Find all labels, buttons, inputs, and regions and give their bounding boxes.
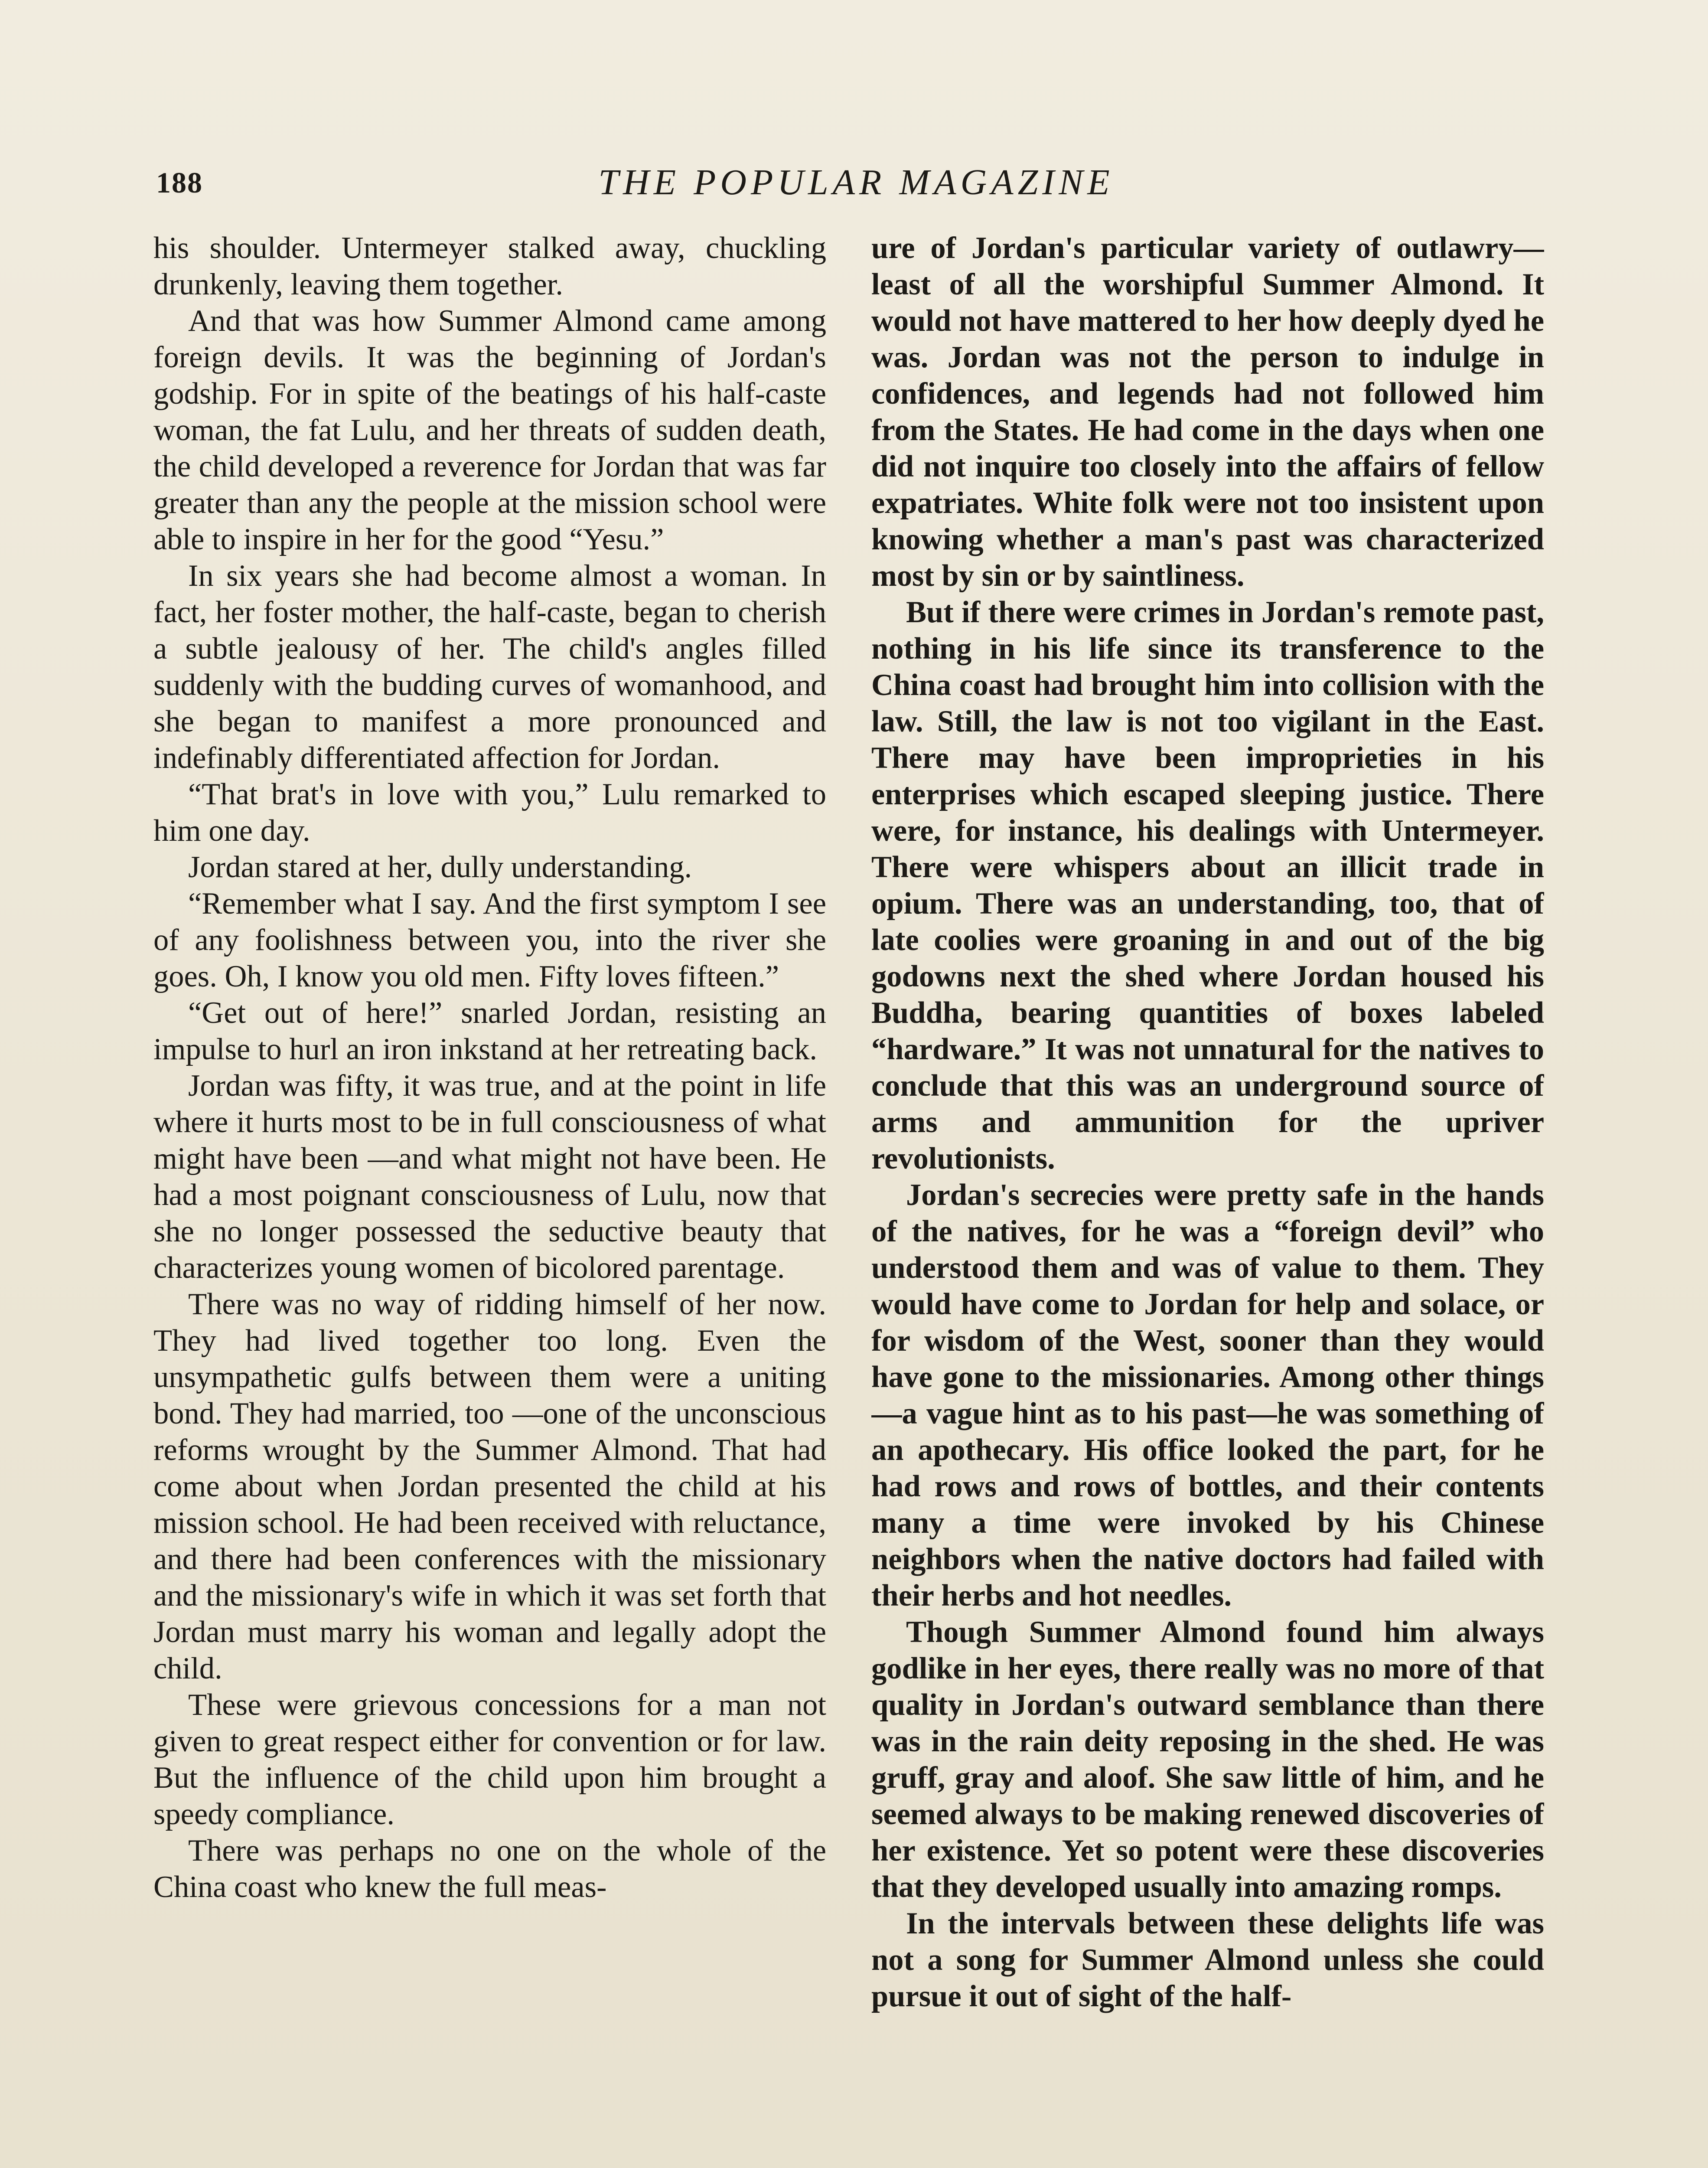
- paragraph: ure of Jordan's particular variety of outlawry—least of all the worshipful Summer Almond. It would not have mattered to her how deeply dyed he was. Jordan was not the person to indulge in confidences, and legends had not followed him from the States. He had come in the days when one did not inquire too closely into the affairs of fellow expatriates. White folk were not too insistent upon knowing whether a man's past was characterized most by sin or by saintliness.: [871, 231, 1544, 593]
- page-number: 188: [156, 166, 203, 199]
- paragraph: his shoulder. Untermeyer stalked away, chuckling drunkenly, leaving them together.: [153, 231, 826, 301]
- paragraph: Jordan's secrecies were pretty safe in the hands of the natives, for he was a “foreign devil” who understood them and was of value to them. They would have come to Jordan for help and solace, or for wisdom of the West, sooner than they would have gone to the missionaries. Among other things—a vague hint as to his past—he was something of an apothecary. His office looked the part, for he had rows and rows of bottles, and their contents many a time were invoked by his Chinese neighbors when the native doctors had failed with their herbs and hot needles.: [871, 1178, 1544, 1613]
- paragraph: In six years she had become almost a woman. In fact, her foster mother, the half-caste, began to cherish a subtle jealousy of her. The child's angles filled suddenly with the budding curves of womanhood, and she began to manifest a more pronounced and indefinably differentiated affection for Jordan.: [153, 559, 826, 775]
- paragraph: Though Summer Almond found him always godlike in her eyes, there really was no more of that quality in Jordan's outward semblance than there was in the rain deity reposing in the shed. He was gruff, gray and aloof. She saw little of him, and he seemed always to be making renewed discoveries of her existence. Yet so potent were these discoveries that they developed usually into amazing romps.: [871, 1615, 1544, 1904]
- page-header: [156, 161, 1556, 209]
- paragraph: In the intervals between these delights life was not a song for Summer Almond unless she could pursue it out of sight of the half-: [871, 1907, 1544, 2013]
- paragraph: There was no way of ridding himself of her now. They had lived together too long. Even the unsympathetic gulfs between them were a uniting bond. They had married, too —one of the unconscious reforms wrought by the Summer Almond. That had come about when Jordan presented the child at his mission school. He had been received with reluctance, and there had been conferences with the missionary and the missionary's wife in which it was set forth that Jordan must marry his woman and legally adopt the child.: [153, 1287, 826, 1685]
- paragraph: “Get out of here!” snarled Jordan, resisting an impulse to hurl an iron inkstand at her retreating back.: [153, 996, 826, 1066]
- paragraph: And that was how Summer Almond came among foreign devils. It was the beginning of Jordan's godship. For in spite of the beatings of his half-caste woman, the fat Lulu, and her threats of sudden death, the child developed a reverence for Jordan that was far greater than any the people at the mission school were able to inspire in her for the good “Yesu.”: [153, 304, 826, 556]
- right-column: [871, 230, 1544, 2168]
- paragraph: “Remember what I say. And the first symptom I see of any foolishness between you, into the river she goes. Oh, I know you old men. Fifty loves fifteen.”: [153, 887, 826, 993]
- paragraph: But if there were crimes in Jordan's remote past, nothing in his life since its transference to the China coast had brought him into collision with the law. Still, the law is not too vigilant in the East. There may have been improprieties in his enterprises which escaped sleeping justice. There were, for instance, his dealings with Untermeyer. There were whispers about an illicit trade in opium. There was an understanding, too, that of late coolies were groaning in and out of the big godowns next the shed where Jordan housed his Buddha, bearing quantities of boxes labeled “hardware.” It was not unnatural for the natives to conclude that this was an underground source of arms and ammunition for the upriver revolutionists.: [871, 595, 1544, 1175]
- running-head: THE POPULAR MAGAZINE: [598, 162, 1114, 202]
- paragraph: These were grievous concessions for a man not given to great respect either for convention or for law. But the influence of the child upon him brought a speedy compliance.: [153, 1688, 826, 1831]
- paragraph: Jordan was fifty, it was true, and at the point in life where it hurts most to be in full consciousness of what might have been —and what might not have been. He had a most poignant consciousness of Lulu, now that she no longer possessed the seductive beauty that characterizes young women of bicolored parentage.: [153, 1069, 826, 1285]
- paragraph: “That brat's in love with you,” Lulu remarked to him one day.: [153, 777, 826, 848]
- paragraph: Jordan stared at her, dully understanding.: [188, 850, 692, 884]
- left-column: [153, 230, 826, 2168]
- paragraph: There was perhaps no one on the whole of the China coast who knew the full meas-: [153, 1834, 826, 1904]
